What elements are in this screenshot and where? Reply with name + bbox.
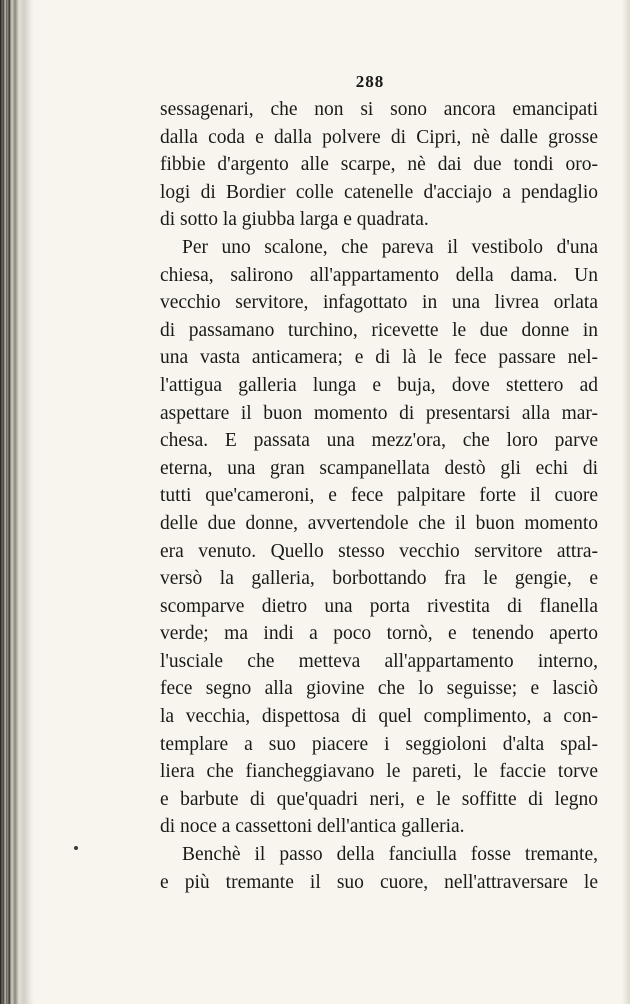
page-edge — [622, 0, 630, 1004]
text-line: era venuto. Quello stesso vecchio servitore attra- — [160, 540, 598, 562]
text-line: fibbie d'argento alle scarpe, nè dai due tondi oro- — [160, 154, 598, 176]
text-line: di sotto la giubba larga e quadrata. — [160, 209, 429, 231]
text-line: aspettare il buon momento di presentarsi alla mar- — [160, 402, 598, 424]
text-line: templare a suo piacere i seggioloni d'alta spal- — [160, 733, 598, 755]
text-line: eterna, una gran scampanellata destò gli echi di — [160, 457, 598, 479]
text-line: Benchè il passo della fanciulla fosse tremante, — [182, 844, 598, 866]
text-line: di noce a cassettoni dell'antica galleria. — [160, 816, 465, 838]
text-line: versò la galleria, borbottando fra le gengie, e — [160, 568, 598, 590]
text-line: logi di Bordier colle catenelle d'acciajo a pendaglio — [160, 181, 598, 203]
text-line: verde; ma indi a poco tornò, e tenendo aperto — [160, 623, 598, 645]
body-text — [160, 96, 598, 896]
text-line: di passamano turchino, ricevette le due donne in — [160, 319, 598, 341]
text-line: l'usciale che metteva all'appartamento interno, — [160, 650, 598, 672]
text-line: scomparve dietro una porta rivestita di flanella — [160, 595, 598, 617]
text-line: la vecchia, dispettosa di quel complimento, a con- — [160, 706, 598, 728]
text-line: e più tremante il suo cuore, nell'attraversare le — [160, 871, 598, 893]
text-line: chiesa, salirono all'appartamento della dama. Un — [160, 264, 598, 286]
text-line: chesa. E passata una mezz'ora, che loro parve — [160, 430, 598, 452]
text-line: dalla coda e dalla polvere di Cipri, nè dalle grosse — [160, 126, 598, 148]
ink-speck — [74, 846, 78, 850]
text-line: l'attigua galleria lunga e buja, dove stettero ad — [160, 374, 598, 396]
text-line: delle due donne, avvertendole che il buon momento — [160, 512, 598, 534]
text-line: Per uno scalone, che pareva il vestibolo d'una — [182, 236, 598, 258]
page-number: 288 — [355, 72, 385, 91]
text-line: una vasta anticamera; e di là le fece passare nel- — [160, 347, 598, 369]
text-line: fece segno alla giovine che lo seguisse; e lasciò — [160, 678, 598, 700]
text-line: tutti que'cameroni, e fece palpitare forte il cuore — [160, 485, 598, 507]
text-line: sessagenari, che non si sono ancora emancipati — [160, 99, 598, 120]
text-line: liera che fiancheggiavano le pareti, le faccie torve — [160, 761, 598, 783]
binding-edge — [0, 0, 12, 1004]
text-line: vecchio servitore, infagottato in una livrea orlata — [160, 292, 598, 314]
text-line: e barbute di que'quadri neri, e le soffitte di legno — [160, 788, 598, 810]
